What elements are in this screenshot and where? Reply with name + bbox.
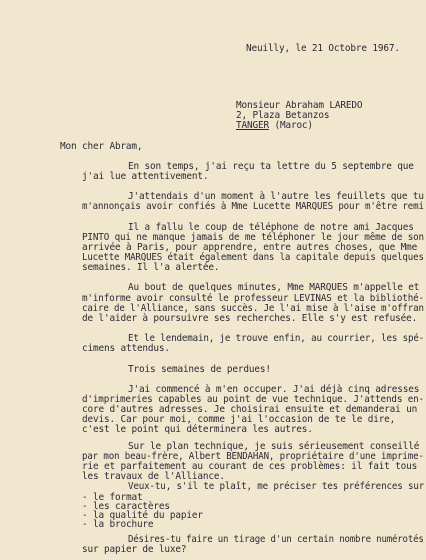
body-line: Lucette MARQUES était également dans la capitale depuis quelques (82, 252, 424, 264)
list-item: - la brochure (82, 519, 154, 531)
salutation: Mon cher Abram, (60, 140, 143, 152)
body-line: Il a fallu le coup de téléphone de notre ami Jacques (128, 221, 414, 233)
body-line: d'imprimeries capables au point de vue technique. J'attends en- (82, 393, 424, 405)
body-line: m'annonçais avoir confiés à Mme Lucette MARQUES pour m'être remi (82, 201, 424, 213)
body-line: Et le lendemain, je trouve enfin, au courrier, les spé- (128, 333, 425, 345)
body-line: semaines. Il l'a alertée. (82, 262, 220, 274)
body-line: Au bout de quelques minutes, Mme MARQUES m'appelle et (128, 282, 420, 294)
letter-date: Neuilly, le 21 Octobre 1967. (246, 43, 400, 54)
body-line: rie et parfaitement au courant de ces problèmes: il fait tous (82, 461, 418, 473)
recipient-street: 2, Plaza Betanzos (236, 110, 330, 122)
body-line: PINTO qui ne manque jamais de me téléphoner le jour même de son (82, 231, 424, 243)
body-line: arrivée à Paris, pour apprendre, entre autres choses, que Mme (82, 241, 418, 253)
list-item: - les caractères (82, 500, 170, 512)
body-line: m'informe avoir consulté le professeur LEVINAS et la bibliothé- (82, 292, 424, 304)
list-item: - la qualité du papier (82, 509, 203, 521)
body-line: j'ai lue attentivement. (82, 171, 209, 182)
recipient-name: Monsieur Abraham LAREDO (236, 100, 363, 112)
recipient-country: (Maroc) (268, 120, 313, 132)
body-line: de l'aider à poursuivre ses recherches. Elle s'y est refusée. (82, 312, 418, 324)
body-line: devis. Car pour moi, comme j'ai l'occasion de te le dire, (82, 414, 396, 426)
body-line: cimens attendus. (82, 343, 170, 355)
body-line: sur papier de luxe? (82, 544, 187, 555)
body-line: par mon beau-frère, Albert BENDAHAN, propriétaire d'une imprime- (82, 451, 424, 462)
recipient-city-line (236, 121, 313, 131)
body-line: Sur le plan technique, je suis sérieusement conseillé (128, 440, 420, 452)
body-line: J'attendais d'un moment à l'autre les feuillets que tu (128, 191, 424, 203)
body-line: c'est le point qui déterminera les autres. (82, 424, 313, 436)
body-line: core d'autres adresses. Je choisirai ensuite et demanderai un (82, 404, 418, 415)
list-item: - le format (82, 491, 143, 503)
recipient-city: TANGER (236, 120, 269, 132)
body-line: Désires-tu faire un tirage d'un certain nombre numérotés (128, 533, 424, 545)
body-line: J'ai commencé à m'en occuper. J'ai déjà cinq adresses (128, 383, 420, 395)
body-line: Veux-tu, s'il te plaît, me préciser tes préférences sur (128, 481, 425, 493)
body-line: En son temps, j'ai reçu ta lettre du 5 septembre que (128, 160, 414, 172)
body-line: caire de l'Alliance, sans succès. Je l'ai mise à l'aise m'offran (82, 302, 424, 314)
body-line: les travaux de l'Alliance. (82, 471, 225, 483)
body-line: Trois semaines de perdues! (128, 363, 271, 375)
